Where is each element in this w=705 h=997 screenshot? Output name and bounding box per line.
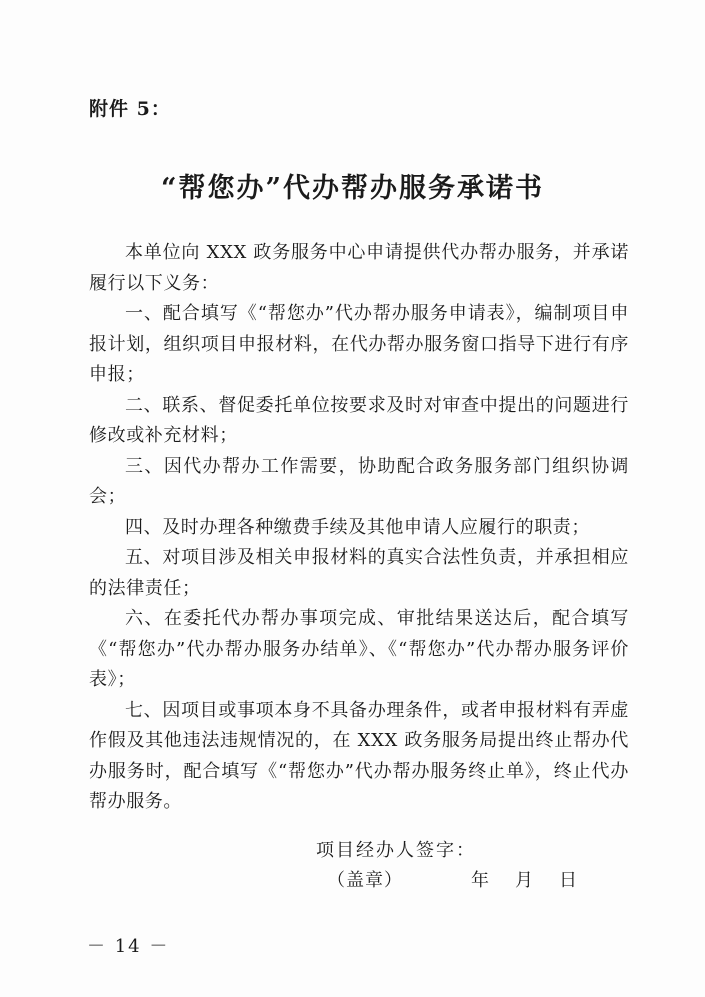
paragraph-item-2: 二、联系、督促委托单位按要求及时对审查中提出的问题进行修改或补充材料； [89,394,629,446]
paragraph-intro: 本单位向 XXX 政务服务中心申请提供代办帮办服务，并承诺履行以下义务： [89,242,629,294]
seal-date-line [327,866,577,892]
signature-label: 项目经办人签字： [316,840,476,861]
date-month-label: 月 [515,870,533,891]
paragraph-item-4: 四、及时办理各种缴费手续及其他申请人应履行的职责； [125,516,590,538]
attachment-label: 附件 5： [89,98,171,120]
page-number: － 14 － [87,936,170,957]
paragraph-item-6: 六、在委托代办帮办事项完成、审批结果送达后，配合填写《“帮您办”代办帮办服务办结单》、《“帮您办”代办帮办服务评价表》； [89,608,629,690]
document-title: “帮您办”代办帮办服务承诺书 [160,173,545,204]
paragraph-item-3: 三、因代办帮办工作需要，协助配合政务服务部门组织协调会； [89,455,629,507]
paragraph-item-1: 一、配合填写《“帮您办”代办帮办服务申请表》，编制项目申报计划，组织项目申报材料，在代办帮办服务窗口指导下进行有序申报； [89,303,629,385]
seal-label: （盖章） [327,870,403,891]
paragraph-item-7: 七、因项目或事项本身不具备办理条件，或者申报材料有弄虚作假及其他违法违规情况的，在 XXX 政务服务局提出终止帮办代办服务时，配合填写《“帮您办”代办帮办服务终止单》，终止代办帮办服务。 [89,699,629,812]
paragraph-item-5: 五、对项目涉及相关申报材料的真实合法性负责，并承担相应的法律责任； [89,547,629,599]
date-day-label: 日 [559,870,577,891]
document-body [89,238,629,818]
date-year-label: 年 [471,870,489,891]
